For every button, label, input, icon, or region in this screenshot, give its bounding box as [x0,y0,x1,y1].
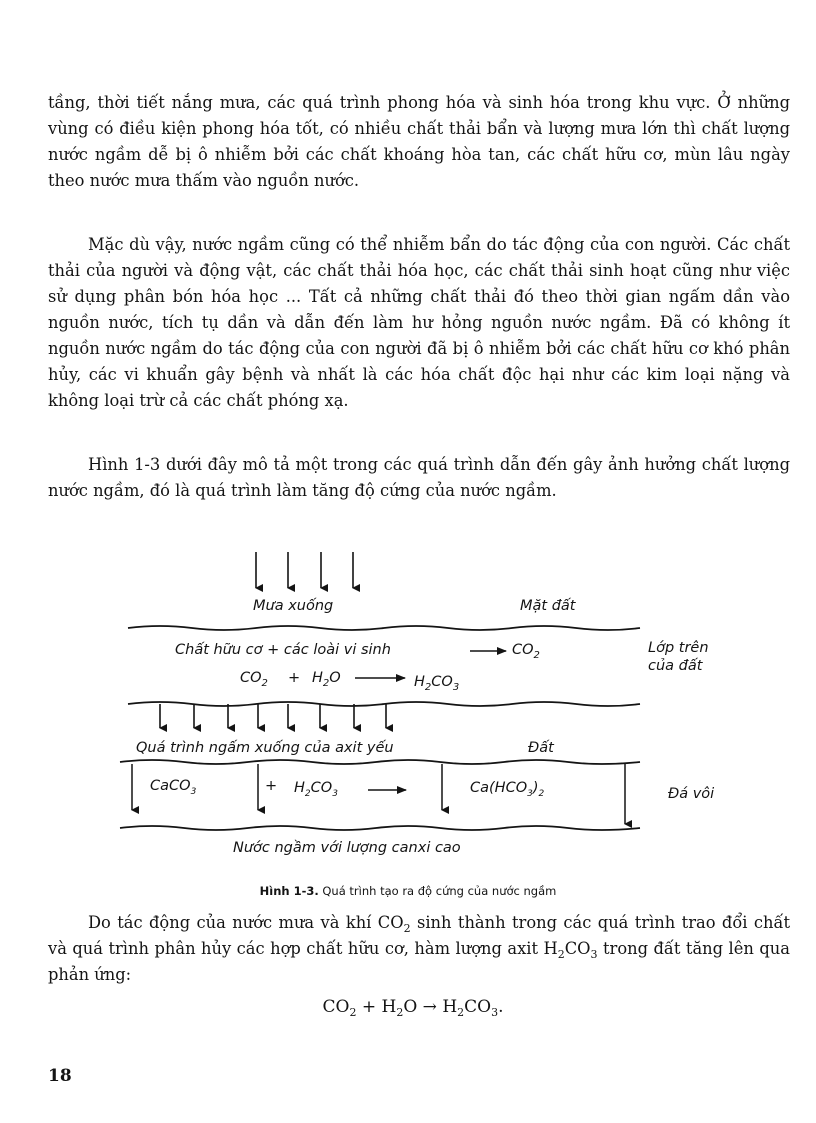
caption-number: Hình 1-3. [259,884,319,898]
bicarbonate-label: $Ca(HCO_3)_2$ [470,780,545,799]
soil-label: Đất [528,740,554,756]
figure-hardness-process [0,540,816,880]
page-number: 18 [48,1066,72,1086]
paragraph-4: Do tác động của nước mưa và khí $CO_2$ sinh thành trong các quá trình trao đổi chất và quá trình phân hủy các hợp chất hữu cơ, hàm lượng axit $H_2CO_3$ trong đất tăng lên qua phản ứng: [48,913,790,984]
paragraph-2: Mặc dù vậy, nước ngầm cũng có thể nhiễm bẩn do tác động của con người. Các chất thải của người và động vật, các chất thải hóa học, các chất thải sinh hoạt cũng như việc sử dụng phân bón hóa học ... Tất cả những chất thải đó theo thời gian ngấm dần vào nguồn nước, tích tụ dần và dẫn đến làm hư hỏng nguồn nước ngầm. Đã có không ít nguồn nước ngầm do tác động của con người đã bị ô nhiễm bởi các chất hữu cơ khó phân hủy, các vi khuẩn gây bệnh và nhất là các hóa chất độc hại như các kim loại nặng và không loại trừ cả các chất phóng xạ. [48,235,790,410]
h2co3-label: $H_2CO_3$ [294,780,338,799]
seepage-label: Quá trình ngấm xuống của axit yếu [136,740,394,756]
reaction-1-product: $CO_2$ [512,642,540,661]
limestone-lower-boundary [120,826,640,830]
reaction-2-plus: + [288,670,301,686]
rain-label: Mưa xuống [253,598,334,614]
groundwater-label: Nước ngầm với lượng canxi cao [233,840,461,856]
h2co3-plus: + [265,778,278,794]
caption-text: Quá trình tạo ra độ cứng của nước ngầm [318,884,557,898]
figure-caption [0,884,816,898]
rain-arrows [256,552,353,588]
paragraph-3: Hình 1-3 dưới đây mô tả một trong các quá trình dẫn đến gây ảnh hưởng chất lượng nước ngầm, đó là quá trình làm tăng độ cứng của nước ngầm. [48,455,790,500]
paragraph-1: tầng, thời tiết nắng mưa, các quá trình phong hóa và sinh hóa trong khu vực. Ở những vùng có điều kiện phong hóa tốt, có nhiều chất thải bẩn và lượng mưa lớn thì chất lượng nước ngầm dễ bị ô nhiễm bởi các chất khoáng hòa tan, các chất hữu cơ, mùn lâu ngày theo nước mưa thấm vào nguồn nước. [48,93,790,190]
topsoil-lower-boundary [128,702,640,706]
top-layer-label-1: Lớp trên [648,640,709,656]
seepage-arrows [160,704,386,728]
reaction-formula: $CO_2 + H_2O \to H_2CO_3$. [322,997,504,1019]
reaction-2-h2o: $H_2O$ [312,670,341,689]
ground-surface-label: Mặt đất [520,598,576,614]
reaction-1-reactants: Chất hữu cơ + các loài vi sinh [175,642,391,658]
reaction-2-product: $H_2CO_3$ [414,674,460,693]
limestone-arrows [132,764,625,824]
caco3-label: CaCO$_3$ [150,778,197,797]
ground-surface-line [128,626,640,630]
limestone-upper-boundary [120,760,640,764]
reaction-2-co2: $CO_2$ [240,670,268,689]
limestone-label: Đá vôi [668,786,715,802]
top-layer-label-2: của đất [648,658,703,674]
